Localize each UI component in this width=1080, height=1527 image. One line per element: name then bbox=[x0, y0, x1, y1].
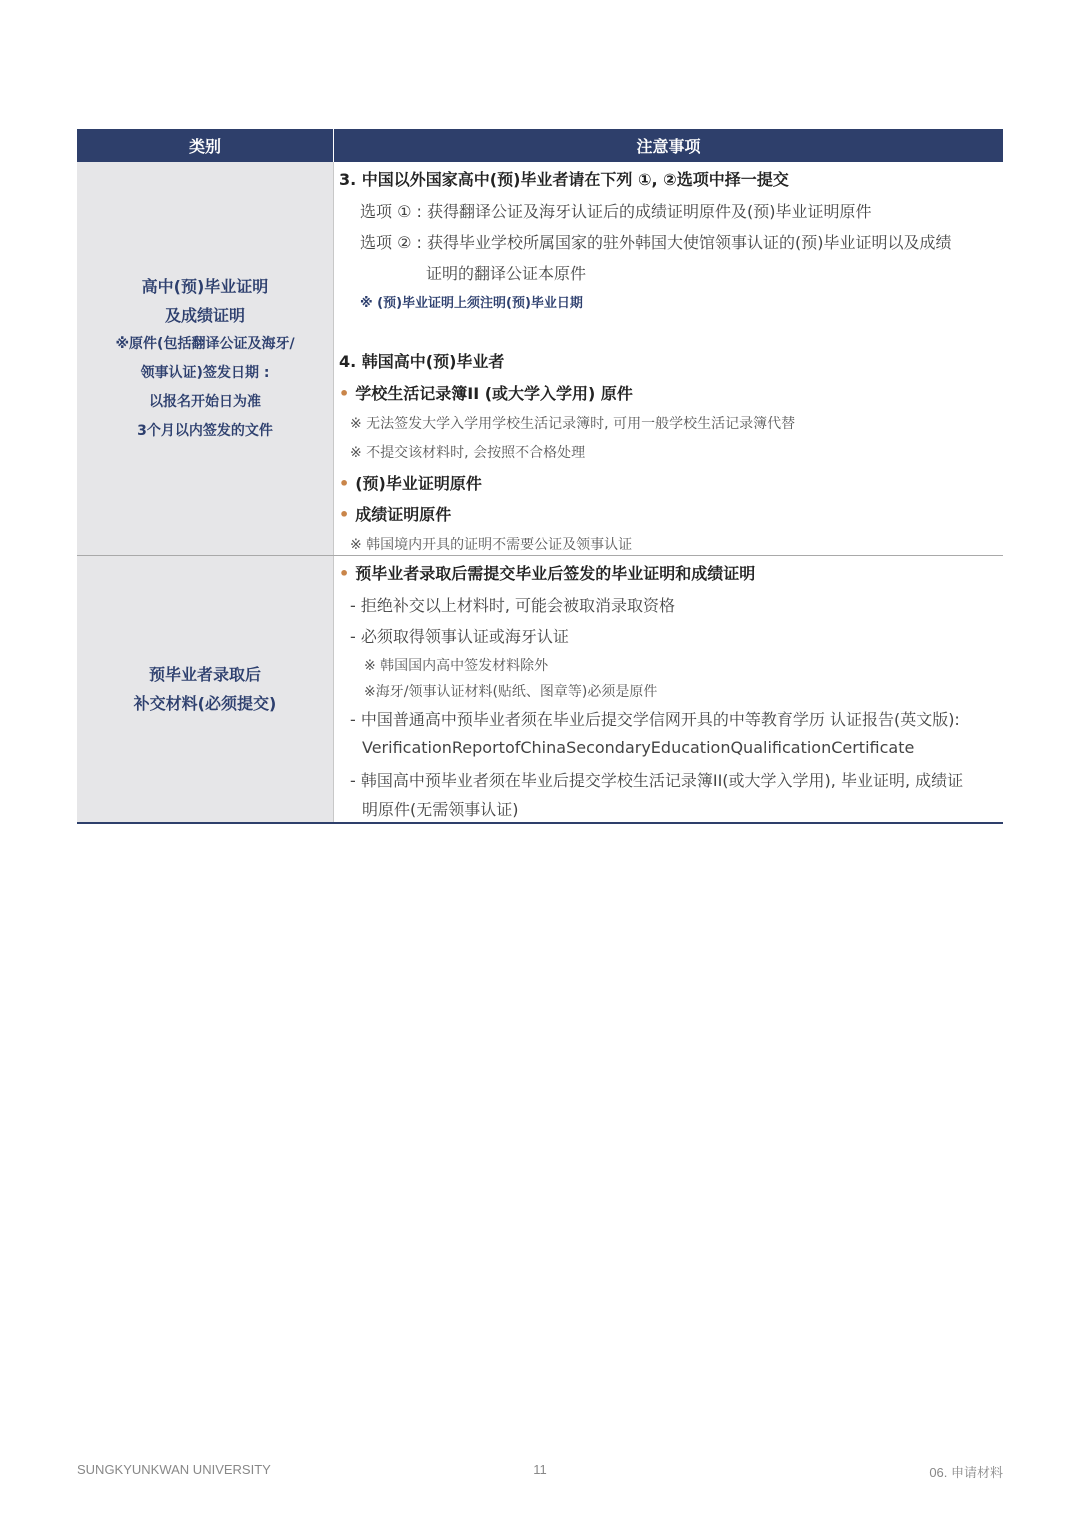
dash-item: - 韩国高中预毕业者须在毕业后提交学校生活记录簿II(或大学入学用), 毕业证明, 成绩证 bbox=[350, 771, 964, 790]
sub-note: ※海牙/领事认证材料(贴纸、图章等)必须是原件 bbox=[364, 684, 658, 700]
option-2-cont: 证明的翻译公证本原件 bbox=[426, 264, 587, 283]
bullet-dot-icon: • bbox=[339, 384, 350, 403]
category-label: 及成绩证明 bbox=[164, 305, 245, 325]
notes-cell bbox=[334, 162, 1003, 555]
header-notes: 注意事项 bbox=[636, 137, 701, 156]
bullet-dot-icon: • bbox=[339, 505, 350, 524]
dash-item: - 拒绝补交以上材料时, 可能会被取消录取资格 bbox=[350, 596, 676, 615]
bullet-dot-icon: • bbox=[339, 564, 350, 583]
dash-item-cont: VerificationReportofChinaSecondaryEducationQualificationCertificate bbox=[362, 738, 915, 757]
category-note: 3个月以内签发的文件 bbox=[137, 422, 273, 439]
dash-item: - 必须取得领事认证或海牙认证 bbox=[350, 627, 569, 646]
category-label: 高中(预)毕业证明 bbox=[141, 276, 269, 296]
dash-item-cont: 明原件(无需领事认证) bbox=[362, 800, 519, 819]
list-item-label: 学校生活记录簿II (或大学入学用) 原件 bbox=[355, 384, 633, 403]
footer-page-number: 11 bbox=[533, 1462, 547, 1477]
list-item bbox=[339, 502, 451, 525]
category-label: 预毕业者录取后 bbox=[148, 665, 261, 684]
list-item-label: 成绩证明原件 bbox=[355, 505, 452, 524]
table-header bbox=[77, 129, 1003, 162]
section-3-title: 3. 中国以外国家高中(预)毕业者请在下列 ①, ②选项中择一提交 bbox=[339, 170, 789, 189]
note-1: ※ 无法签发大学入学用学校生活记录簿时, 可用一般学校生活记录簿代替 bbox=[350, 416, 796, 432]
section-3-note: ※ (预)毕业证明上须注明(预)毕业日期 bbox=[360, 296, 583, 311]
table-row bbox=[77, 556, 1003, 824]
notes-cell bbox=[334, 556, 1003, 822]
list-item-label: (预)毕业证明原件 bbox=[355, 474, 482, 493]
list-item-label: 预毕业者录取后需提交毕业后签发的毕业证明和成绩证明 bbox=[355, 564, 756, 583]
requirements-table bbox=[77, 129, 1003, 824]
section-4-title: 4. 韩国高中(预)毕业者 bbox=[339, 352, 505, 371]
dash-item: - 中国普通高中预毕业者须在毕业后提交学信网开具的中等教育学历 认证报告(英文版): bbox=[350, 710, 960, 729]
header-category: 类别 bbox=[77, 129, 334, 162]
sub-note: ※ 韩国国内高中签发材料除外 bbox=[364, 658, 549, 674]
option-2: 选项 ② : 获得毕业学校所属国家的驻外韩国大使馆领事认证的(预)毕业证明以及成绩 bbox=[360, 233, 952, 252]
footer-university: SUNGKYUNKWAN UNIVERSITY bbox=[77, 1462, 271, 1477]
category-note: 领事认证)签发日期 : bbox=[140, 364, 270, 381]
category-note: 以报名开始日为准 bbox=[149, 393, 261, 410]
category-note: ※原件(包括翻译公证及海牙/ bbox=[115, 335, 295, 352]
note-3: ※ 韩国境内开具的证明不需要公证及领事认证 bbox=[350, 537, 633, 553]
footer-section: 06. 申请材料 bbox=[929, 1465, 1003, 1480]
list-item bbox=[339, 561, 755, 584]
category-label: 补交材料(必须提交) bbox=[133, 694, 277, 713]
list-item bbox=[339, 471, 482, 494]
list-item bbox=[339, 381, 633, 404]
table-row bbox=[77, 162, 1003, 556]
bullet-dot-icon: • bbox=[339, 474, 350, 493]
category-cell bbox=[77, 162, 334, 555]
option-1: 选项 ① : 获得翻译公证及海牙认证后的成绩证明原件及(预)毕业证明原件 bbox=[360, 202, 872, 221]
category-cell bbox=[77, 556, 334, 822]
note-2: ※ 不提交该材料时, 会按照不合格处理 bbox=[350, 445, 586, 461]
